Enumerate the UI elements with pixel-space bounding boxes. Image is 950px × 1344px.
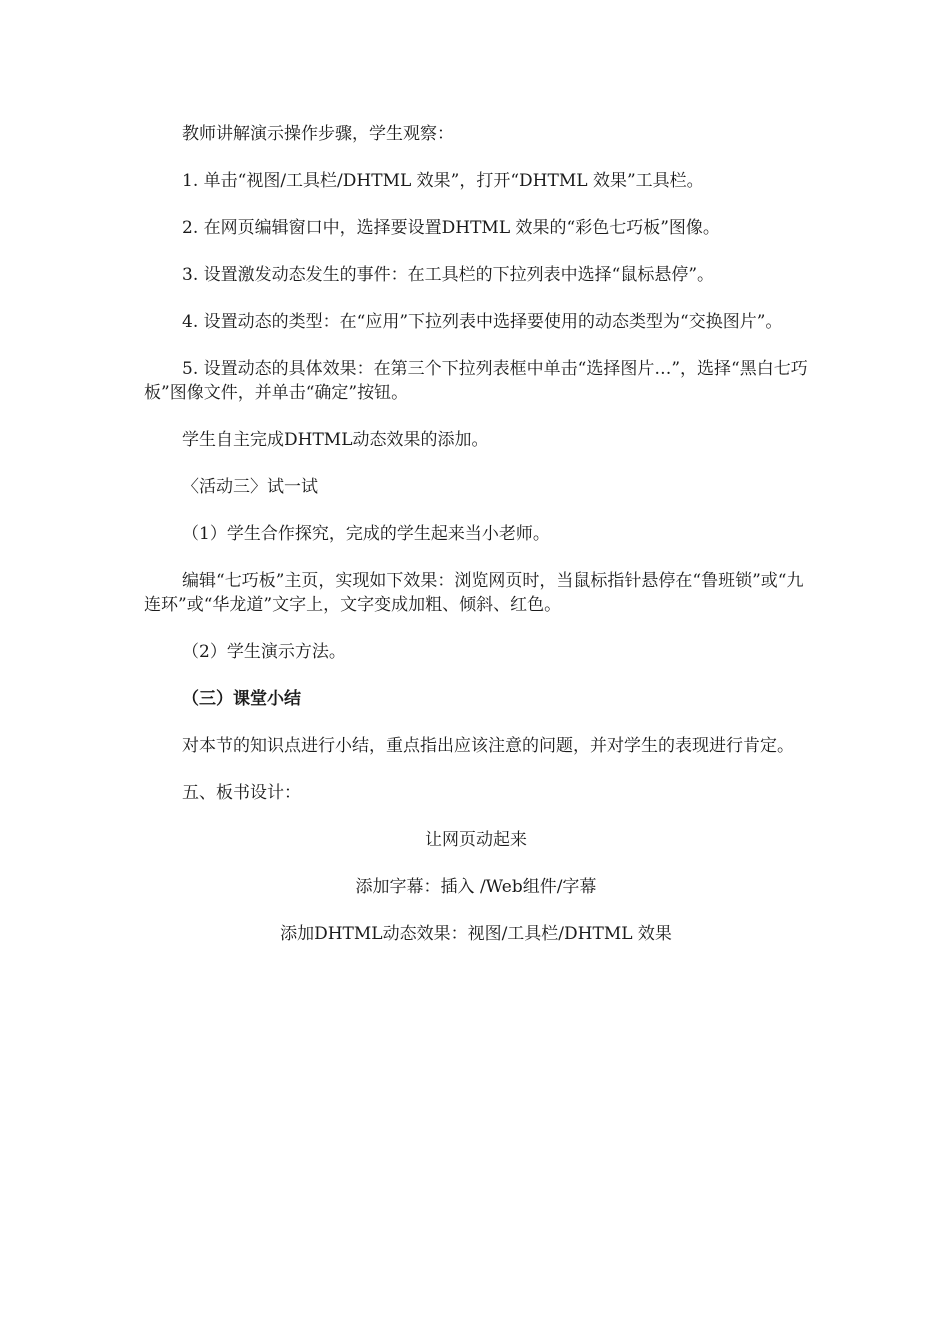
step-2: 2. 在网页编辑窗口中，选择要设置DHTML 效果的“彩色七巧板”图像。 (182, 218, 720, 238)
section-heading-summary: （三）课堂小结 (182, 689, 301, 709)
step-3: 3. 设置激发动态发生的事件：在工具栏的下拉列表中选择“鼠标悬停”。 (182, 265, 715, 285)
board-line-dhtml: 添加DHTML动态效果：视图/工具栏/DHTML 效果 (280, 924, 672, 944)
activity-title: 〈活动三〉试一试 (182, 477, 318, 497)
step-4: 4. 设置动态的类型：在“应用”下拉列表中选择要使用的动态类型为“交换图片”。 (182, 312, 783, 332)
step-5: 5. 设置动态的具体效果：在第三个下拉列表框中单击“选择图片…”，选择“黑白七巧板”图像文件，并单击“确定”按钮。 (144, 359, 808, 403)
activity-task: 编辑“七巧板”主页，实现如下效果：浏览网页时，当鼠标指针悬停在“鲁班锁”或“九连环”或“华龙道”文字上，文字变成加粗、倾斜、红色。 (144, 571, 804, 615)
paragraph-intro: 教师讲解演示操作步骤，学生观察： (182, 124, 454, 144)
board-line-marquee: 添加字幕：插入 /Web组件/字幕 (355, 877, 597, 897)
document-body (144, 122, 808, 969)
paragraph-student-complete: 学生自主完成DHTML动态效果的添加。 (182, 430, 489, 450)
step-1: 1. 单击“视图/工具栏/DHTML 效果”，打开“DHTML 效果”工具栏。 (182, 171, 704, 191)
summary-paragraph: 对本节的知识点进行小结，重点指出应该注意的问题，并对学生的表现进行肯定。 (182, 736, 794, 756)
board-design-heading: 五、板书设计： (182, 783, 301, 803)
board-line-title: 让网页动起来 (425, 830, 527, 850)
activity-item-1: （1）学生合作探究，完成的学生起来当小老师。 (182, 524, 550, 544)
activity-item-2: （2）学生演示方法。 (182, 642, 346, 662)
